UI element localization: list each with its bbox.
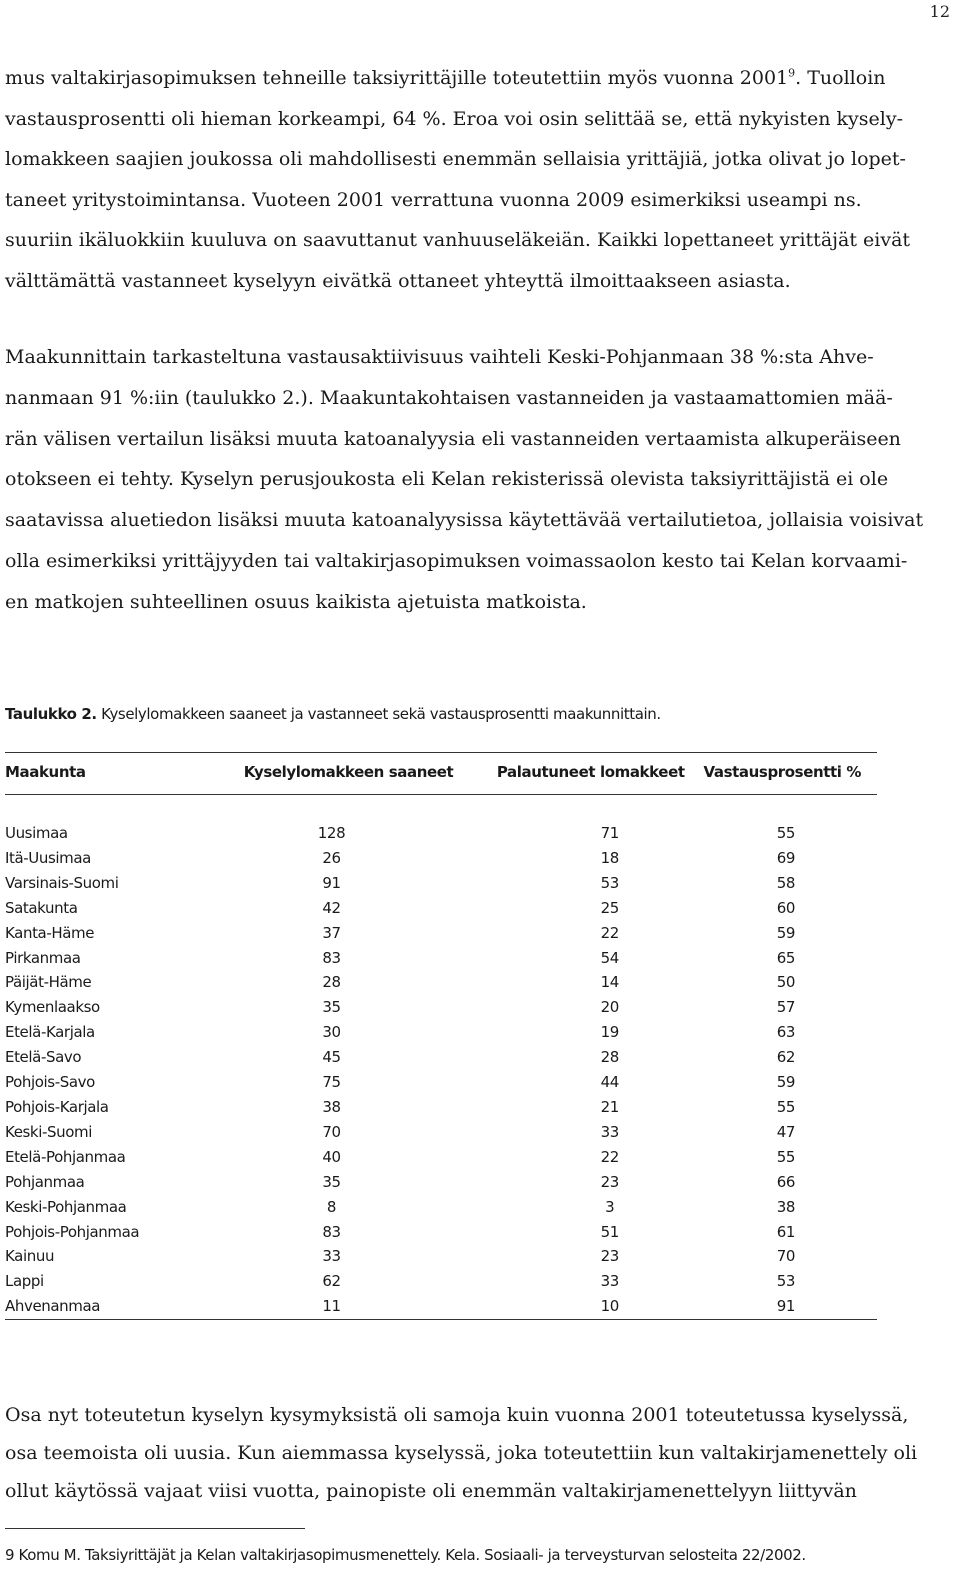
table-row <box>5 1244 877 1269</box>
cell-received: 30 <box>322 1023 341 1042</box>
cell-received: 33 <box>322 1247 341 1266</box>
table-row <box>5 1020 877 1045</box>
table-caption-label: Taulukko 2. <box>5 705 97 723</box>
cell-response-rate: 61 <box>776 1222 795 1241</box>
cell-received: 11 <box>219 1294 478 1319</box>
cell-response-rate: 69 <box>776 848 795 867</box>
cell-returned: 23 <box>600 1172 619 1191</box>
cell-returned: 54 <box>600 948 619 967</box>
cell-received: 8 <box>326 1197 337 1216</box>
cell-region: Keski-Suomi <box>5 1122 92 1141</box>
table-row <box>5 821 877 846</box>
cell-response-rate: 59 <box>776 1073 795 1092</box>
table-caption-text: Kyselylomakkeen saaneet ja vastanneet sekä vastausprosentti maakunnittain. <box>96 705 661 723</box>
cell-region: Kainuu <box>5 1247 55 1266</box>
cell-received: 91 <box>322 873 341 892</box>
paragraph-line: vastausprosentti oli hieman korkeampi, 64 %. Eroa voi osin selittää se, että nykyisten kysely- <box>5 107 904 130</box>
cell-region: Pirkanmaa <box>5 948 81 967</box>
cell-response-rate: 70 <box>776 1247 795 1266</box>
table-spacer-row <box>5 795 877 822</box>
column-header-received: Kyselylomakkeen saaneet <box>219 753 478 795</box>
table-row <box>5 1294 877 1319</box>
cell-region: Keski-Pohjanmaa <box>5 1197 127 1216</box>
paragraph-line: suuriin ikäluokkiin kuuluva on saavuttanut vanhuuseläkeiän. Kaikki lopettaneet yrittäjät eivät <box>5 229 911 251</box>
column-header-region: Maakunta <box>5 753 219 795</box>
cell-returned: 53 <box>600 873 619 892</box>
cell-received: 28 <box>322 973 341 992</box>
cell-received: 128 <box>317 824 346 842</box>
cell-response-rate: 63 <box>776 1023 795 1042</box>
table-header-row <box>5 753 877 795</box>
cell-region: Pohjois-Pohjanmaa <box>5 1222 140 1241</box>
cell-received: 37 <box>322 923 341 942</box>
cell-received: 26 <box>322 848 341 867</box>
paragraph-line: Maakunnittain tarkasteltuna vastausaktiivisuus vaihteli Keski-Pohjanmaan 38 %:sta Ahve- <box>5 346 874 368</box>
cell-region: Etelä-Karjala <box>5 1023 95 1042</box>
cell-region: Pohjois-Karjala <box>5 1097 109 1116</box>
cell-received: 83 <box>322 1222 341 1241</box>
cell-region: Pohjanmaa <box>5 1172 85 1191</box>
column-header-response-rate: Vastausprosentti % <box>704 753 878 795</box>
cell-response-rate: 62 <box>776 1048 795 1067</box>
table-row <box>5 846 877 871</box>
table-row <box>5 946 877 971</box>
cell-region: Kanta-Häme <box>5 923 95 942</box>
cell-returned: 20 <box>600 998 619 1017</box>
paragraph-line: Osa nyt toteutetun kyselyn kysymyksistä oli samoja kuin vuonna 2001 toteutetussa kyselyssä, <box>5 1404 909 1426</box>
paragraph-line: taneet yritystoimintansa. Vuoteen 2001 verrattuna vuonna 2009 esimerkiksi useampi ns. <box>5 188 862 211</box>
cell-response-rate: 55 <box>776 1097 795 1116</box>
cell-returned: 22 <box>600 923 619 942</box>
cell-received: 75 <box>322 1073 341 1092</box>
table-row <box>5 970 877 995</box>
cell-received: 38 <box>322 1097 341 1116</box>
cell-response-rate: 66 <box>776 1172 795 1191</box>
paragraph-line: välttämättä vastanneet kyselyyn eivätkä ottaneet yhteyttä ilmoittaakseen asiasta. <box>5 269 791 292</box>
cell-region: Lappi <box>5 1272 44 1291</box>
table-row <box>5 896 877 921</box>
data-table <box>5 752 877 1320</box>
table-row <box>5 871 877 896</box>
cell-region: Satakunta <box>5 898 78 917</box>
footnote <box>5 1546 806 1564</box>
footnote-number: 9 <box>5 1546 15 1564</box>
body-paragraph-3 <box>5 1396 945 1510</box>
cell-received: 35 <box>322 1172 341 1191</box>
table-row <box>5 1195 877 1220</box>
cell-region: Varsinais-Suomi <box>5 873 119 892</box>
paragraph-line: otokseen ei tehty. Kyselyn perusjoukosta eli Kelan rekisterissä olevista taksiyrittäjistä ei ole <box>5 468 889 491</box>
cell-received: 45 <box>322 1048 341 1067</box>
cell-received: 62 <box>322 1272 341 1291</box>
cell-response-rate: 50 <box>776 973 795 992</box>
cell-returned: 18 <box>600 848 619 867</box>
cell-returned: 28 <box>600 1048 619 1067</box>
table-row <box>5 1269 877 1294</box>
page-number: 12 <box>929 2 950 21</box>
cell-returned: 22 <box>600 1147 619 1166</box>
cell-region: Pohjois-Savo <box>5 1073 95 1092</box>
cell-region: Itä-Uusimaa <box>5 848 91 867</box>
cell-returned: 23 <box>600 1247 619 1266</box>
paragraph-line: mus valtakirjasopimuksen tehneille taksiyrittäjille toteutettiin myös vuonna 2001$^9$. Tuolloin <box>5 66 886 89</box>
footnote-divider <box>5 1528 305 1529</box>
table-row <box>5 921 877 946</box>
cell-response-rate: 53 <box>776 1272 795 1291</box>
cell-returned: 10 <box>478 1294 704 1319</box>
table-caption <box>5 705 661 723</box>
cell-region: Ahvenanmaa <box>5 1294 219 1319</box>
cell-response-rate: 91 <box>704 1294 878 1319</box>
cell-response-rate: 57 <box>776 998 795 1017</box>
cell-response-rate: 55 <box>776 824 795 842</box>
cell-received: 40 <box>322 1147 341 1166</box>
table-row <box>5 1220 877 1245</box>
footnote-text: Komu M. Taksiyrittäjät ja Kelan valtakirjasopimusmenettely. Kela. Sosiaali- ja terveysturvan selosteita 22/2002. <box>14 1546 806 1564</box>
cell-response-rate: 65 <box>776 948 795 967</box>
cell-response-rate: 58 <box>776 873 795 892</box>
cell-returned: 25 <box>600 898 619 917</box>
cell-received: 42 <box>322 898 341 917</box>
cell-response-rate: 60 <box>776 898 795 917</box>
cell-region: Etelä-Savo <box>5 1048 82 1067</box>
paragraph-line: en matkojen suhteellinen osuus kaikista ajetuista matkoista. <box>5 590 587 613</box>
cell-response-rate: 47 <box>776 1122 795 1141</box>
cell-returned: 71 <box>600 824 619 842</box>
table-row <box>5 1145 877 1170</box>
table-row <box>5 995 877 1020</box>
cell-returned: 21 <box>600 1097 619 1116</box>
cell-returned: 51 <box>600 1222 619 1241</box>
paragraph-line: nanmaan 91 %:iin (taulukko 2.). Maakuntakohtaisen vastanneiden ja vastaamattomien mää- <box>5 386 893 409</box>
table-row <box>5 1045 877 1070</box>
table-body <box>5 795 877 1320</box>
body-paragraph-2 <box>5 337 945 623</box>
table-row <box>5 1095 877 1120</box>
paragraph-line: ollut käytössä vajaat viisi vuotta, painopiste oli enemmän valtakirjamenettelyyn liittyvän <box>5 1480 857 1502</box>
paragraph-line: olla esimerkiksi yrittäjyyden tai valtakirjasopimuksen voimassaolon kesto tai Kelan korvaami- <box>5 549 908 572</box>
cell-returned: 3 <box>605 1197 615 1216</box>
cell-response-rate: 38 <box>776 1197 795 1216</box>
cell-region: Etelä-Pohjanmaa <box>5 1147 126 1166</box>
paragraph-line: osa teemoista oli uusia. Kun aiemmassa kyselyssä, joka toteutettiin kun valtakirjamenettely oli <box>5 1442 918 1464</box>
table-row <box>5 1170 877 1195</box>
cell-returned: 33 <box>600 1122 619 1141</box>
cell-received: 35 <box>322 998 341 1017</box>
column-header-returned: Palautuneet lomakkeet <box>478 753 704 795</box>
table-row <box>5 1120 877 1145</box>
cell-returned: 19 <box>600 1023 619 1042</box>
cell-region: Uusimaa <box>5 824 68 842</box>
paragraph-line: saatavissa aluetiedon lisäksi muuta katoanalyysissa käytettävää vertailutietoa, jollaisia voisivat <box>5 509 924 532</box>
cell-region: Kymenlaakso <box>5 998 100 1017</box>
cell-response-rate: 59 <box>776 923 795 942</box>
paragraph-line: rän välisen vertailun lisäksi muuta katoanalyysia eli vastanneiden vertaamista alkuperäiseen <box>5 427 901 450</box>
cell-returned: 14 <box>600 973 619 992</box>
table-row <box>5 1070 877 1095</box>
cell-received: 83 <box>322 948 341 967</box>
cell-returned: 44 <box>600 1073 619 1092</box>
footnote-reference[interactable]: 9 <box>788 66 796 80</box>
cell-response-rate: 55 <box>776 1147 795 1166</box>
cell-region: Päijät-Häme <box>5 973 92 992</box>
cell-returned: 33 <box>600 1272 619 1291</box>
cell-received: 70 <box>322 1122 341 1141</box>
body-paragraph-1 <box>5 58 945 301</box>
paragraph-line: lomakkeen saajien joukossa oli mahdollisesti enemmän sellaisia yrittäjiä, jotka olivat jo lopet- <box>5 148 906 170</box>
